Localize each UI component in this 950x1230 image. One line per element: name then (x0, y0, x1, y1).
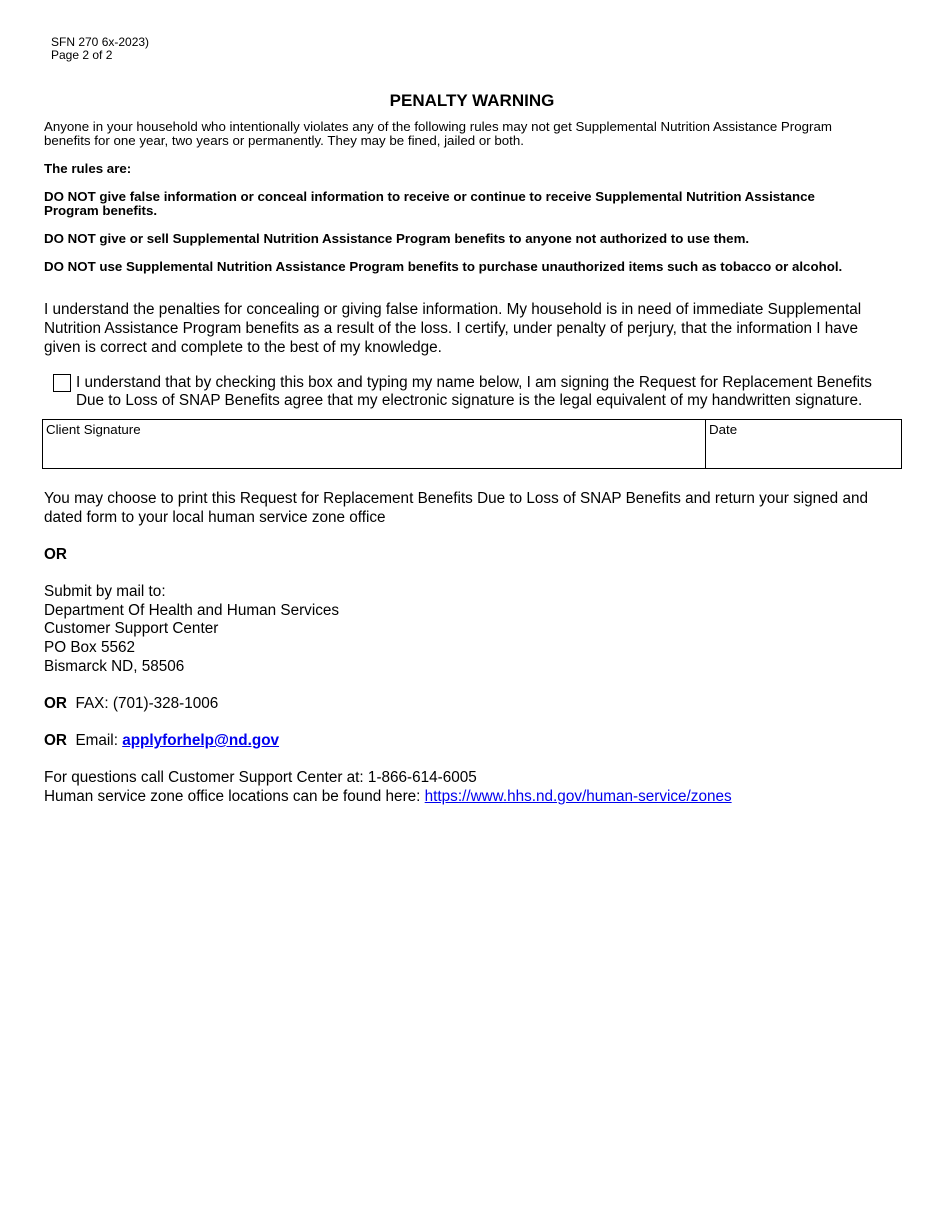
page-title: PENALTY WARNING (389, 91, 555, 110)
print-line-2: dated form to your local human service zone office (44, 509, 386, 526)
esign-line-2: Due to Loss of SNAP Benefits agree that my electronic signature is the legal equivalent of my handwritten signature. (76, 392, 863, 409)
date-label: Date (709, 422, 738, 437)
fax-text: FAX: (701)-328-1006 (75, 695, 219, 712)
rule-1-line-2: Program benefits. (44, 203, 158, 218)
email-label: Email: (75, 732, 118, 749)
email-or-label: OR (44, 732, 67, 749)
email-link[interactable]: applyforhelp@nd.gov (122, 732, 280, 749)
rules-heading: The rules are: (44, 161, 132, 176)
form-number: SFN 270 6x-2023) (51, 35, 150, 49)
page-number: Page 2 of 2 (51, 48, 113, 62)
questions-line-1: For questions call Customer Support Center at: 1-866-614-6005 (44, 769, 477, 786)
certification-line-3: given is correct and complete to the best of my knowledge. (44, 339, 442, 356)
fax-row (44, 694, 218, 713)
email-row (44, 731, 279, 750)
questions-line-2-prefix: Human service zone office locations can be found here: (44, 788, 421, 805)
certification-line-1: I understand the penalties for concealing or giving false information. My household is in need of immediate Supplemental (44, 301, 862, 318)
date-input[interactable] (709, 440, 898, 466)
client-signature-cell (43, 420, 706, 468)
zones-link[interactable]: https://www.hhs.nd.gov/human-service/zones (424, 788, 732, 805)
mail-line-3: PO Box 5562 (44, 639, 135, 656)
signature-table (42, 419, 902, 469)
esign-checkbox[interactable] (53, 374, 71, 392)
questions-line-2 (44, 787, 732, 806)
client-signature-input[interactable] (46, 440, 702, 466)
rule-2: DO NOT give or sell Supplemental Nutrition Assistance Program benefits to anyone not authorized to use them. (44, 231, 750, 246)
intro-line-1: Anyone in your household who intentionally violates any of the following rules may not get Supplemental Nutrition Assistance Program (44, 119, 832, 134)
esign-line-1: I understand that by checking this box and typing my name below, I am signing the Request for Replacement Benefits (76, 374, 872, 391)
mail-line-1: Department Of Health and Human Services (44, 602, 340, 619)
mail-line-2: Customer Support Center (44, 620, 219, 637)
mail-line-4: Bismarck ND, 58506 (44, 658, 185, 675)
rule-3: DO NOT use Supplemental Nutrition Assistance Program benefits to purchase unauthorized items such as tobacco or alcohol. (44, 259, 843, 274)
print-line-1: You may choose to print this Request for Replacement Benefits Due to Loss of SNAP Benefits and return your signed and (44, 490, 868, 507)
client-signature-label: Client Signature (46, 422, 141, 437)
certification-line-2: Nutrition Assistance Program benefits as a result of the loss. I certify, under penalty of perjury, that the information I have (44, 320, 858, 337)
mail-heading: Submit by mail to: (44, 583, 166, 600)
rule-1-line-1: DO NOT give false information or conceal information to receive or continue to receive Supplemental Nutrition Assistance (44, 189, 815, 204)
or-label: OR (44, 546, 67, 563)
intro-line-2: benefits for one year, two years or permanently. They may be fined, jailed or both. (44, 133, 524, 148)
date-cell (706, 420, 901, 468)
fax-or-label: OR (44, 695, 67, 712)
